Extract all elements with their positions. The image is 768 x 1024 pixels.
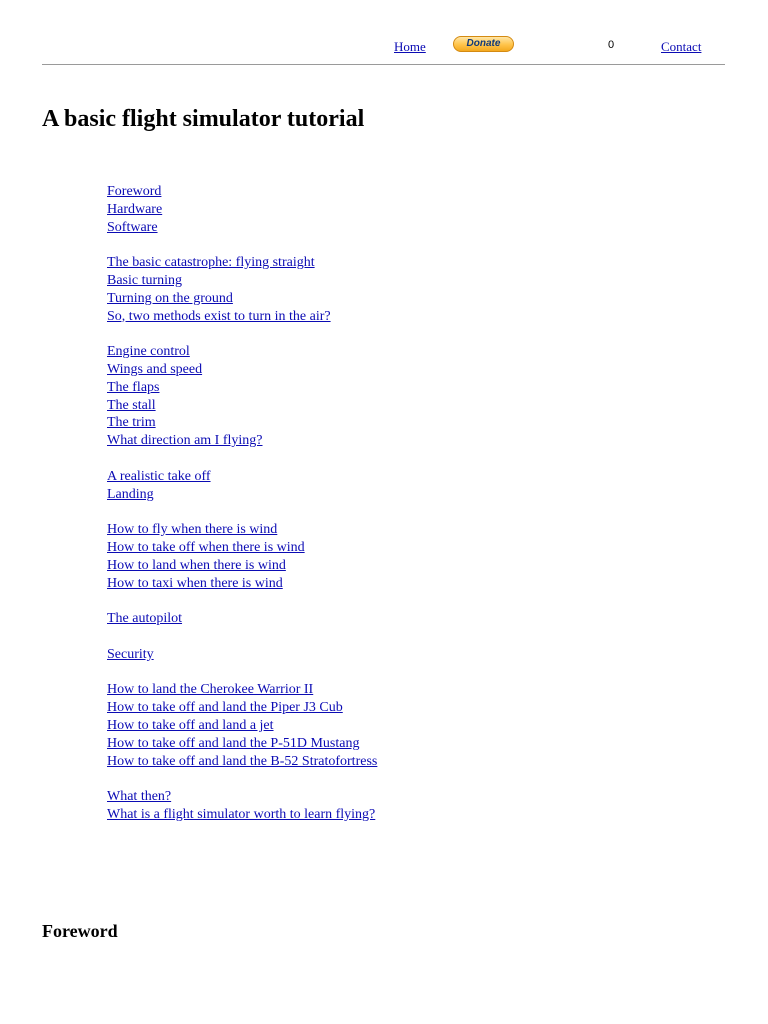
toc-link[interactable]: Basic turning bbox=[107, 272, 183, 288]
toc-group bbox=[107, 681, 377, 770]
toc-link[interactable]: Turning on the ground bbox=[107, 290, 233, 306]
visit-counter: 0 bbox=[608, 39, 615, 51]
toc-link[interactable]: Landing bbox=[107, 486, 154, 502]
table-of-contents bbox=[107, 183, 377, 841]
toc-link[interactable]: How to land the Cherokee Warrior II bbox=[107, 682, 314, 698]
toc-link[interactable]: So, two methods exist to turn in the air? bbox=[107, 308, 331, 324]
toc-link[interactable]: How to take off and land the B-52 Stratofortress bbox=[107, 753, 378, 769]
section-heading-foreword: Foreword bbox=[42, 921, 118, 941]
toc-link[interactable]: Engine control bbox=[107, 344, 190, 360]
toc-link[interactable]: Hardware bbox=[107, 201, 163, 217]
toc-link[interactable]: Wings and speed bbox=[107, 361, 203, 377]
donate-button[interactable]: Donate bbox=[453, 36, 514, 52]
toc-link[interactable]: The flaps bbox=[107, 379, 160, 395]
toc-link[interactable]: How to land when there is wind bbox=[107, 557, 286, 573]
toc-link[interactable]: The stall bbox=[107, 397, 156, 413]
toc-group bbox=[107, 468, 377, 504]
toc-link[interactable]: What then? bbox=[107, 789, 172, 805]
toc-link[interactable]: How to take off when there is wind bbox=[107, 539, 305, 555]
toc-link[interactable]: A realistic take off bbox=[107, 468, 211, 484]
header-divider bbox=[42, 64, 725, 65]
toc-link[interactable]: The autopilot bbox=[107, 611, 183, 627]
toc-link[interactable]: The basic catastrophe: flying straight bbox=[107, 255, 315, 271]
toc-group bbox=[107, 646, 377, 664]
page-title: A basic flight simulator tutorial bbox=[42, 106, 365, 132]
toc-link[interactable]: How to take off and land a jet bbox=[107, 717, 274, 733]
top-navigation bbox=[0, 0, 768, 64]
toc-link[interactable]: How to taxi when there is wind bbox=[107, 575, 283, 591]
toc-group bbox=[107, 610, 377, 628]
toc-link[interactable]: The trim bbox=[107, 415, 156, 431]
toc-group bbox=[107, 521, 377, 592]
toc-group bbox=[107, 788, 377, 824]
home-link[interactable]: Home bbox=[394, 39, 426, 54]
toc-link[interactable]: How to take off and land the P-51D Mustang bbox=[107, 735, 360, 751]
toc-link[interactable]: How to fly when there is wind bbox=[107, 522, 278, 538]
toc-link[interactable]: Foreword bbox=[107, 184, 162, 199]
toc-group bbox=[107, 343, 377, 450]
contact-link[interactable]: Contact bbox=[661, 39, 702, 54]
toc-link[interactable]: What is a flight simulator worth to learn flying? bbox=[107, 806, 376, 822]
toc-group bbox=[107, 183, 377, 236]
toc-link[interactable]: Software bbox=[107, 219, 158, 235]
toc-link[interactable]: What direction am I flying? bbox=[107, 433, 263, 449]
toc-link[interactable]: How to take off and land the Piper J3 Cub bbox=[107, 700, 343, 716]
toc-group bbox=[107, 254, 377, 325]
toc-link[interactable]: Security bbox=[107, 646, 154, 662]
